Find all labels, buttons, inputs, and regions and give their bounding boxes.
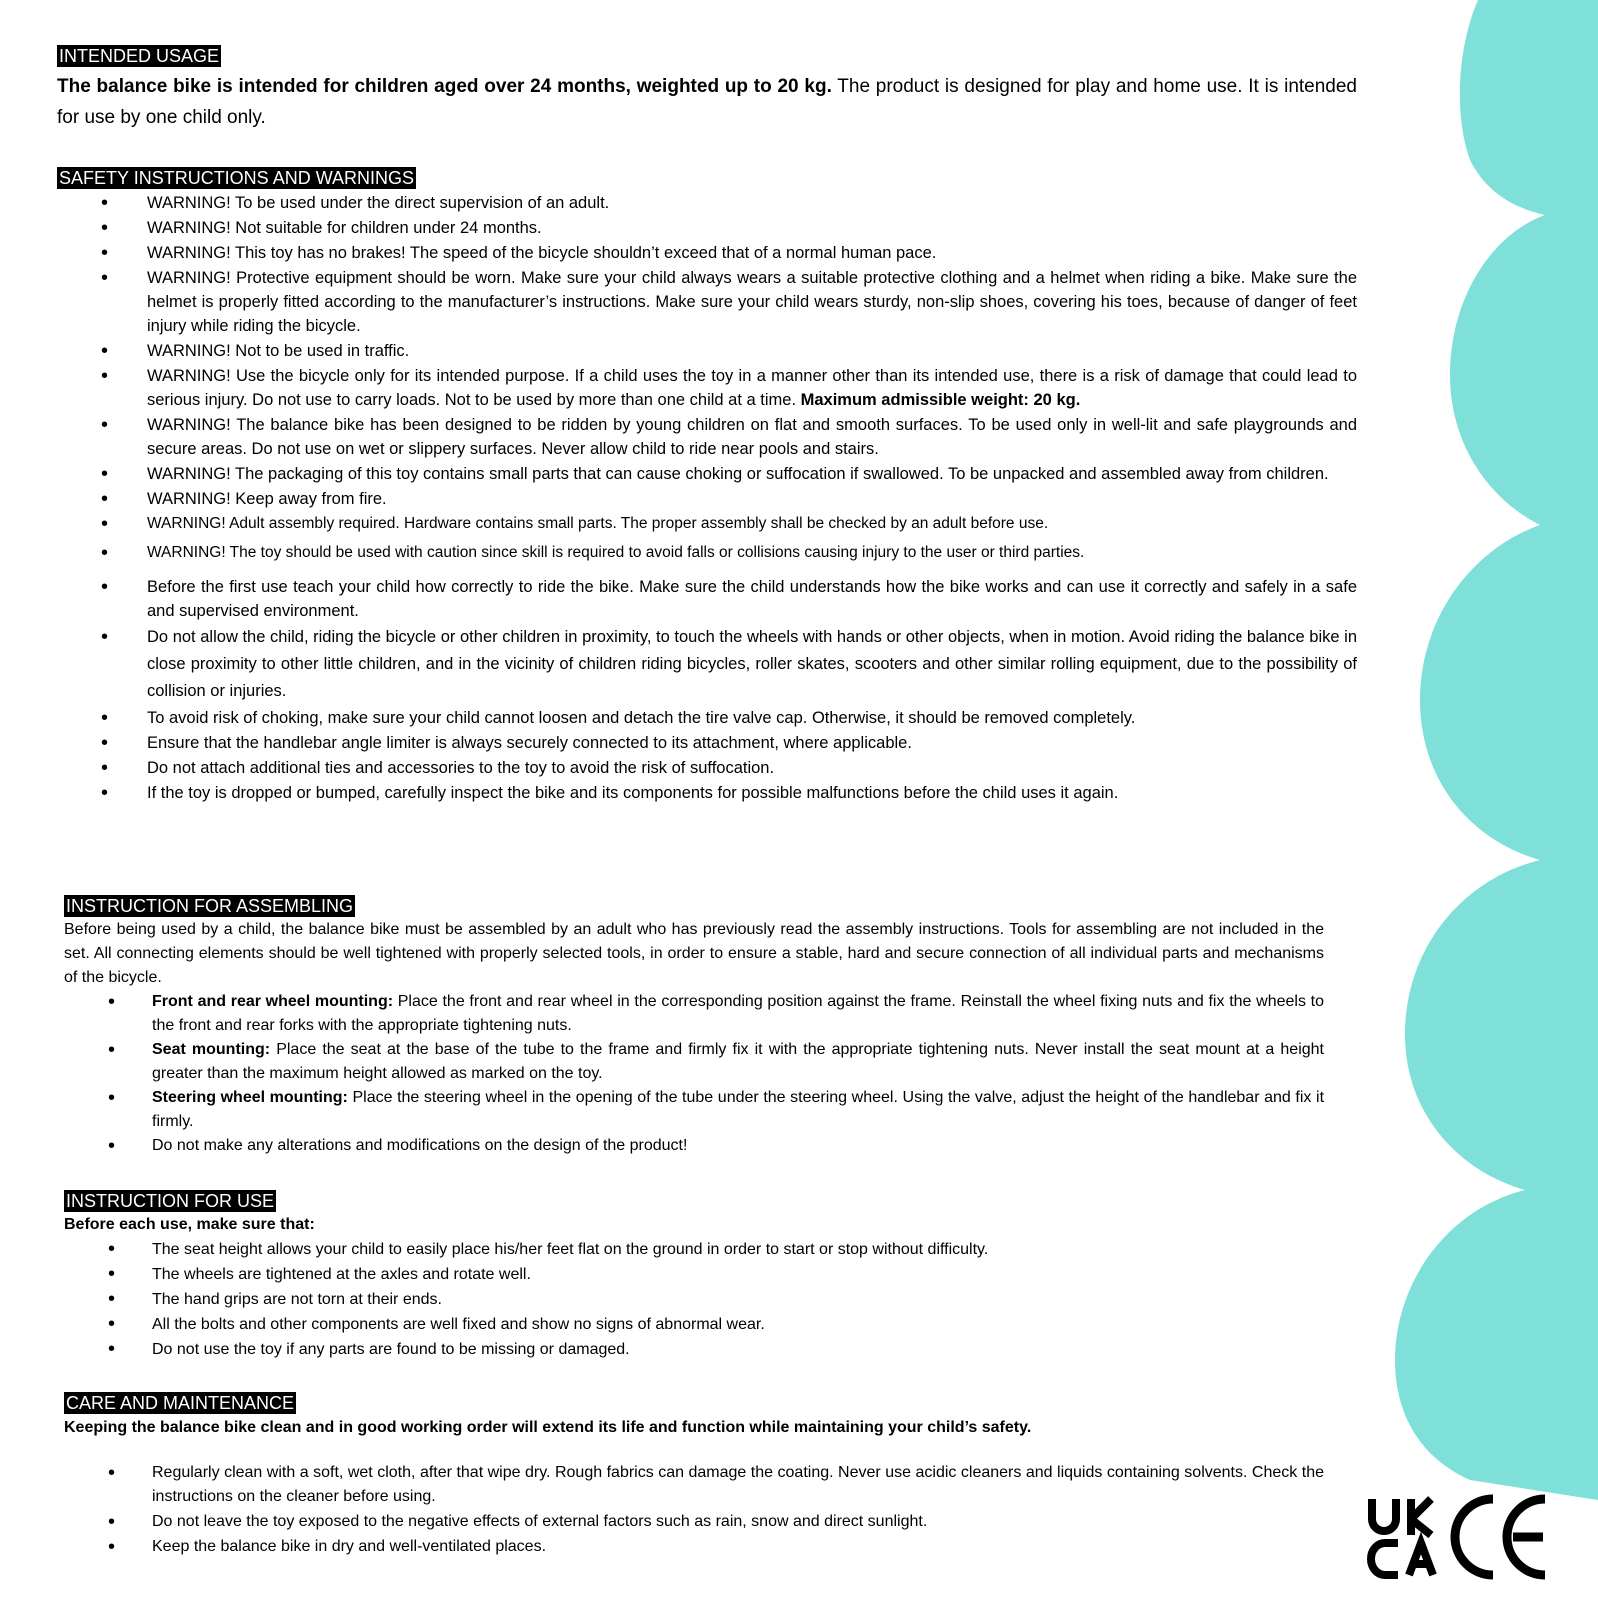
list-item-bold: Front and rear wheel mounting:	[152, 993, 394, 1010]
list-item-text: WARNING! Use the bicycle only for its intended purpose. If a child uses the toy in a manner other than its intended use, there is a risk of damage that could lead to serious injury. Do not use to carry loads. Not to be used by more than one child at a time.	[147, 367, 1357, 409]
list-item: • WARNING! Protective equipment should be worn. Make sure your child always wears a suitable protective clothing and a helmet when riding a bike. Make sure the helmet is properly fitted according to the manufacturer’s instructions. Make sure your child wears sturdy, non-slip shoes, covering his toes, because of danger of feet injury while riding the bicycle.	[57, 266, 1357, 338]
list-item: • Before the first use teach your child how correctly to ride the bike. Make sure the child understands how the bike works and can use it correctly and safely in a safe and supervised environment.	[57, 575, 1357, 623]
list-item: • The seat height allows your child to easily place his/her feet flat on the ground in order to start or stop without difficulty.	[64, 1237, 1324, 1262]
section-heading: INTENDED USAGE	[59, 46, 220, 66]
list-item-bold: Seat mounting:	[152, 1041, 271, 1058]
list-item-text: Do not make any alterations and modifications on the design of the product!	[152, 1137, 688, 1154]
list-item: • Ensure that the handlebar angle limiter is always securely connected to its attachment, where applicable.	[57, 731, 1357, 755]
section-assembling	[64, 895, 1324, 1158]
list-item	[64, 1134, 1324, 1158]
list-item: • WARNING! The balance bike has been designed to be ridden by young children on flat and smooth surfaces. To be used only in well-lit and safe playgrounds and secure areas. Do not use on wet or slippery surfaces. Never allow child to ride near pools and stairs.	[57, 413, 1357, 461]
list-item-bold: Maximum admissible weight: 20 kg.	[800, 391, 1081, 409]
list-item-text: Place the steering wheel in the opening of the tube under the steering wheel. Using the valve, adjust the height of the handlebar and fix it firmly.	[152, 1089, 1325, 1130]
list-item	[64, 1038, 1324, 1086]
list-item: • WARNING! Not suitable for children under 24 months.	[57, 216, 1357, 240]
intended-usage-rest: The product is designed for play and home use. It is intended for use by one child only.	[57, 76, 1357, 128]
list-item: • WARNING! Keep away from fire.	[57, 487, 1357, 511]
ce-mark-icon	[1445, 1493, 1555, 1581]
list-item: • Do not attach additional ties and accessories to the toy to avoid the risk of suffocation.	[57, 756, 1357, 780]
list-item: • WARNING! The toy should be used with caution since skill is required to avoid falls or collisions causing injury to the user or third parties.	[57, 541, 1357, 565]
list-item: • Do not allow the child, riding the bicycle or other children in proximity, to touch the wheels with hands or other objects, when in motion. Avoid riding the balance bike in close proximity to other little children, and in the vicinity of children riding bicycles, roller skates, scooters and other similar rolling equipment, due to the possibility of collision or injuries.	[57, 624, 1357, 705]
care-list	[64, 1461, 1324, 1559]
list-item: • The wheels are tightened at the axles and rotate well.	[64, 1262, 1324, 1287]
section-safety	[57, 167, 1357, 806]
assembling-list	[64, 990, 1324, 1158]
section-care	[64, 1392, 1324, 1560]
list-item: • WARNING! To be used under the direct supervision of an adult.	[57, 191, 1357, 215]
list-item: • WARNING! Adult assembly required. Hardware contains small parts. The proper assembly shall be checked by an adult before use.	[57, 512, 1357, 536]
scalloped-border-shape	[1395, 0, 1598, 1500]
section-heading: INSTRUCTION FOR ASSEMBLING	[66, 896, 354, 916]
intended-usage-text	[57, 71, 1357, 133]
assembling-intro: Before being used by a child, the balance bike must be assembled by an adult who has previously read the assembly instructions. Tools for assembling are not included in the set. All connecting elements should be well tightened with properly selected tools, in order to ensure a stable, hard and secure connection of all individual parts and mechanisms of the bicycle.	[64, 921, 1324, 986]
list-item: • Keep the balance bike in dry and well-ventilated places.	[64, 1535, 1324, 1559]
section-heading: CARE AND MAINTENANCE	[66, 1393, 295, 1413]
section-heading: SAFETY INSTRUCTIONS AND WARNINGS	[59, 168, 415, 188]
list-item: • Regularly clean with a soft, wet cloth, after that wipe dry. Rough fabrics can damage the coating. Never use acidic cleaners and liquids containing solvents. Check the instructions on the cleaner before using.	[64, 1461, 1324, 1509]
use-list	[64, 1237, 1324, 1362]
list-item: • WARNING! This toy has no brakes! The speed of the bicycle shouldn’t exceed that of a normal human pace.	[57, 241, 1357, 265]
use-lead: Before each use, make sure that:	[64, 1216, 315, 1233]
list-item-text: Place the front and rear wheel in the corresponding position against the frame. Reinstall the wheel fixing nuts and fix the wheels to the front and rear forks with the appropriate tightening nuts.	[152, 993, 1324, 1034]
section-heading: INSTRUCTION FOR USE	[66, 1191, 275, 1211]
list-item: • Do not leave the toy exposed to the negative effects of external factors such as rain, snow and direct sunlight.	[64, 1510, 1324, 1534]
list-item	[64, 990, 1324, 1038]
list-item: • Do not use the toy if any parts are found to be missing or damaged.	[64, 1337, 1324, 1362]
list-item-bold: Steering wheel mounting:	[152, 1089, 348, 1106]
list-item: • To avoid risk of choking, make sure your child cannot loosen and detach the tire valve cap. Otherwise, it should be removed completely.	[57, 706, 1357, 730]
list-item: • If the toy is dropped or bumped, carefully inspect the bike and its components for possible malfunctions before the child uses it again.	[57, 781, 1357, 805]
care-lead: Keeping the balance bike clean and in good working order will extend its life and function while maintaining your child’s safety.	[64, 1419, 1032, 1436]
section-intended-usage	[57, 45, 1357, 133]
list-item	[57, 364, 1357, 412]
list-item	[64, 1086, 1324, 1134]
list-item: • WARNING! The packaging of this toy contains small parts that can cause choking or suffocation if swallowed. To be unpacked and assembled away from children.	[57, 462, 1357, 486]
list-item-text: Place the seat at the base of the tube to the frame and firmly fix it with the appropriate tightening nuts. Never install the seat mount at a height greater than the maximum height allowed as marked on the toy.	[152, 1041, 1324, 1082]
list-item: • WARNING! Not to be used in traffic.	[57, 339, 1357, 363]
safety-list	[57, 191, 1357, 805]
list-item: • The hand grips are not torn at their ends.	[64, 1287, 1324, 1312]
list-item: • All the bolts and other components are well fixed and show no signs of abnormal wear.	[64, 1312, 1324, 1337]
intended-usage-bold: The balance bike is intended for children aged over 24 months, weighted up to 20 kg.	[57, 76, 832, 97]
section-use	[64, 1190, 1324, 1362]
